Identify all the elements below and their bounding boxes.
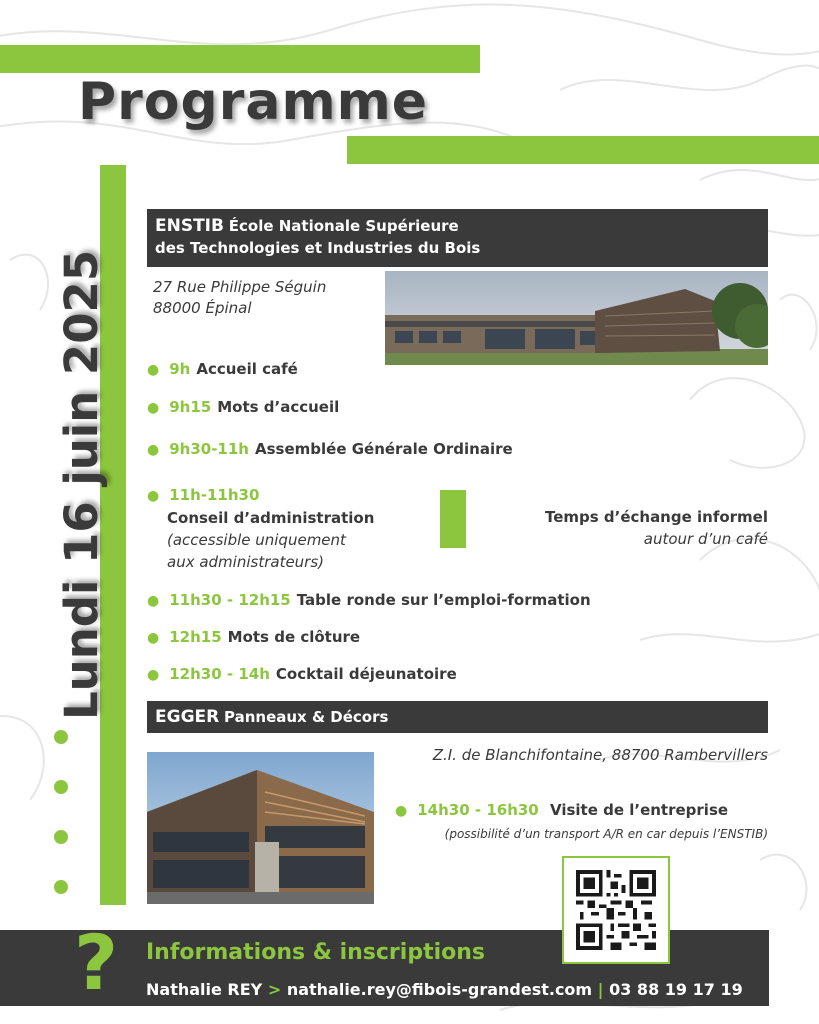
parallel-divider-bar (440, 490, 466, 548)
venue2-name: EGGER (155, 707, 220, 727)
visit-note: (possibilité d’un transport A/R en car depuis l’ENSTIB) (444, 827, 768, 841)
qr-code-icon (576, 870, 656, 950)
schedule-note-line2: aux administrateurs) (167, 553, 325, 571)
footer-heading: Informations & inscriptions (146, 940, 485, 965)
schedule-time: 9h30-11h (169, 440, 249, 458)
venue2-header (147, 701, 768, 733)
decorative-dot (54, 780, 68, 794)
schedule-note-line1: (accessible uniquement (167, 531, 346, 549)
bullet-dot: ● (147, 400, 160, 416)
parallel-label: Temps d’échange informel (544, 508, 768, 526)
arrow-separator: > (267, 980, 282, 999)
schedule-time: 12h15 (169, 628, 222, 646)
decorative-dot (54, 880, 68, 894)
decorative-dot (54, 730, 68, 744)
decorative-dot (54, 830, 68, 844)
bullet-dot: ● (395, 803, 408, 819)
schedule-time: 12h30 - 14h (169, 665, 270, 683)
schedule-time: 11h-11h30 (169, 486, 260, 504)
schedule-label: Mots d’accueil (217, 398, 340, 416)
schedule-item-cloture (147, 628, 360, 646)
schedule-label: Visite de l’entreprise (549, 801, 729, 819)
schedule-label: Mots de clôture (227, 628, 361, 646)
venue2-address: Z.I. de Blanchifontaine, 88700 Rambervillers (432, 746, 768, 764)
schedule-item-ag (147, 440, 513, 458)
question-mark-icon: ? (74, 918, 119, 1007)
venue1-address-line2: 88000 Épinal (153, 299, 252, 317)
page-title: Programme (78, 72, 429, 132)
schedule-label: Cocktail déjeunatoire (275, 665, 457, 683)
venue2-desc: Panneaux & Décors (224, 708, 389, 726)
parallel-session (480, 506, 768, 550)
contact-email[interactable]: nathalie.rey@fibois-grandest.com (286, 980, 593, 999)
bullet-dot: ● (147, 488, 160, 504)
bullet-dot: ● (147, 630, 160, 646)
egger-building-photo (147, 752, 374, 904)
top-accent-bar (0, 45, 480, 73)
qr-code[interactable] (562, 856, 670, 964)
schedule-time: 9h15 (169, 398, 212, 416)
schedule-item-cocktail (147, 665, 457, 683)
title-underline-bar (347, 136, 819, 164)
enstib-building-photo (385, 271, 768, 365)
schedule-item-visite (395, 801, 728, 819)
schedule-item-mots (147, 398, 339, 416)
schedule-item-accueil (147, 360, 298, 378)
venue1-desc-line2: des Technologies et Industries du Bois (155, 239, 481, 257)
schedule-label: Table ronde sur l’emploi-formation (296, 591, 591, 609)
schedule-label: Accueil café (196, 360, 298, 378)
contact-phone[interactable]: 03 88 19 17 19 (609, 980, 743, 999)
bullet-dot: ● (147, 362, 160, 378)
venue1-address (153, 277, 326, 319)
bullet-dot: ● (147, 442, 160, 458)
venue1-desc-line1: École Nationale Supérieure (228, 217, 459, 235)
venue1-address-line1: 27 Rue Philippe Séguin (153, 278, 327, 296)
schedule-label: Assemblée Générale Ordinaire (255, 440, 513, 458)
bullet-dot: ● (147, 593, 160, 609)
venue1-name: ENSTIB (155, 216, 224, 236)
schedule-time: 11h30 - 12h15 (169, 591, 291, 609)
pipe-separator: | (597, 980, 604, 999)
schedule-item-ca (147, 484, 374, 573)
schedule-time: 14h30 - 16h30 (417, 801, 539, 819)
venue1-header (147, 209, 768, 267)
contact-name: Nathalie REY (146, 980, 263, 999)
schedule-item-table-ronde (147, 591, 591, 609)
schedule-label: Conseil d’administration (167, 509, 375, 527)
footer-contact (146, 980, 743, 999)
parallel-note: autour d’un café (643, 530, 768, 548)
event-date: Lundi 16 juin 2025 (55, 249, 108, 720)
bullet-dot: ● (147, 667, 160, 683)
schedule-time: 9h (169, 360, 191, 378)
